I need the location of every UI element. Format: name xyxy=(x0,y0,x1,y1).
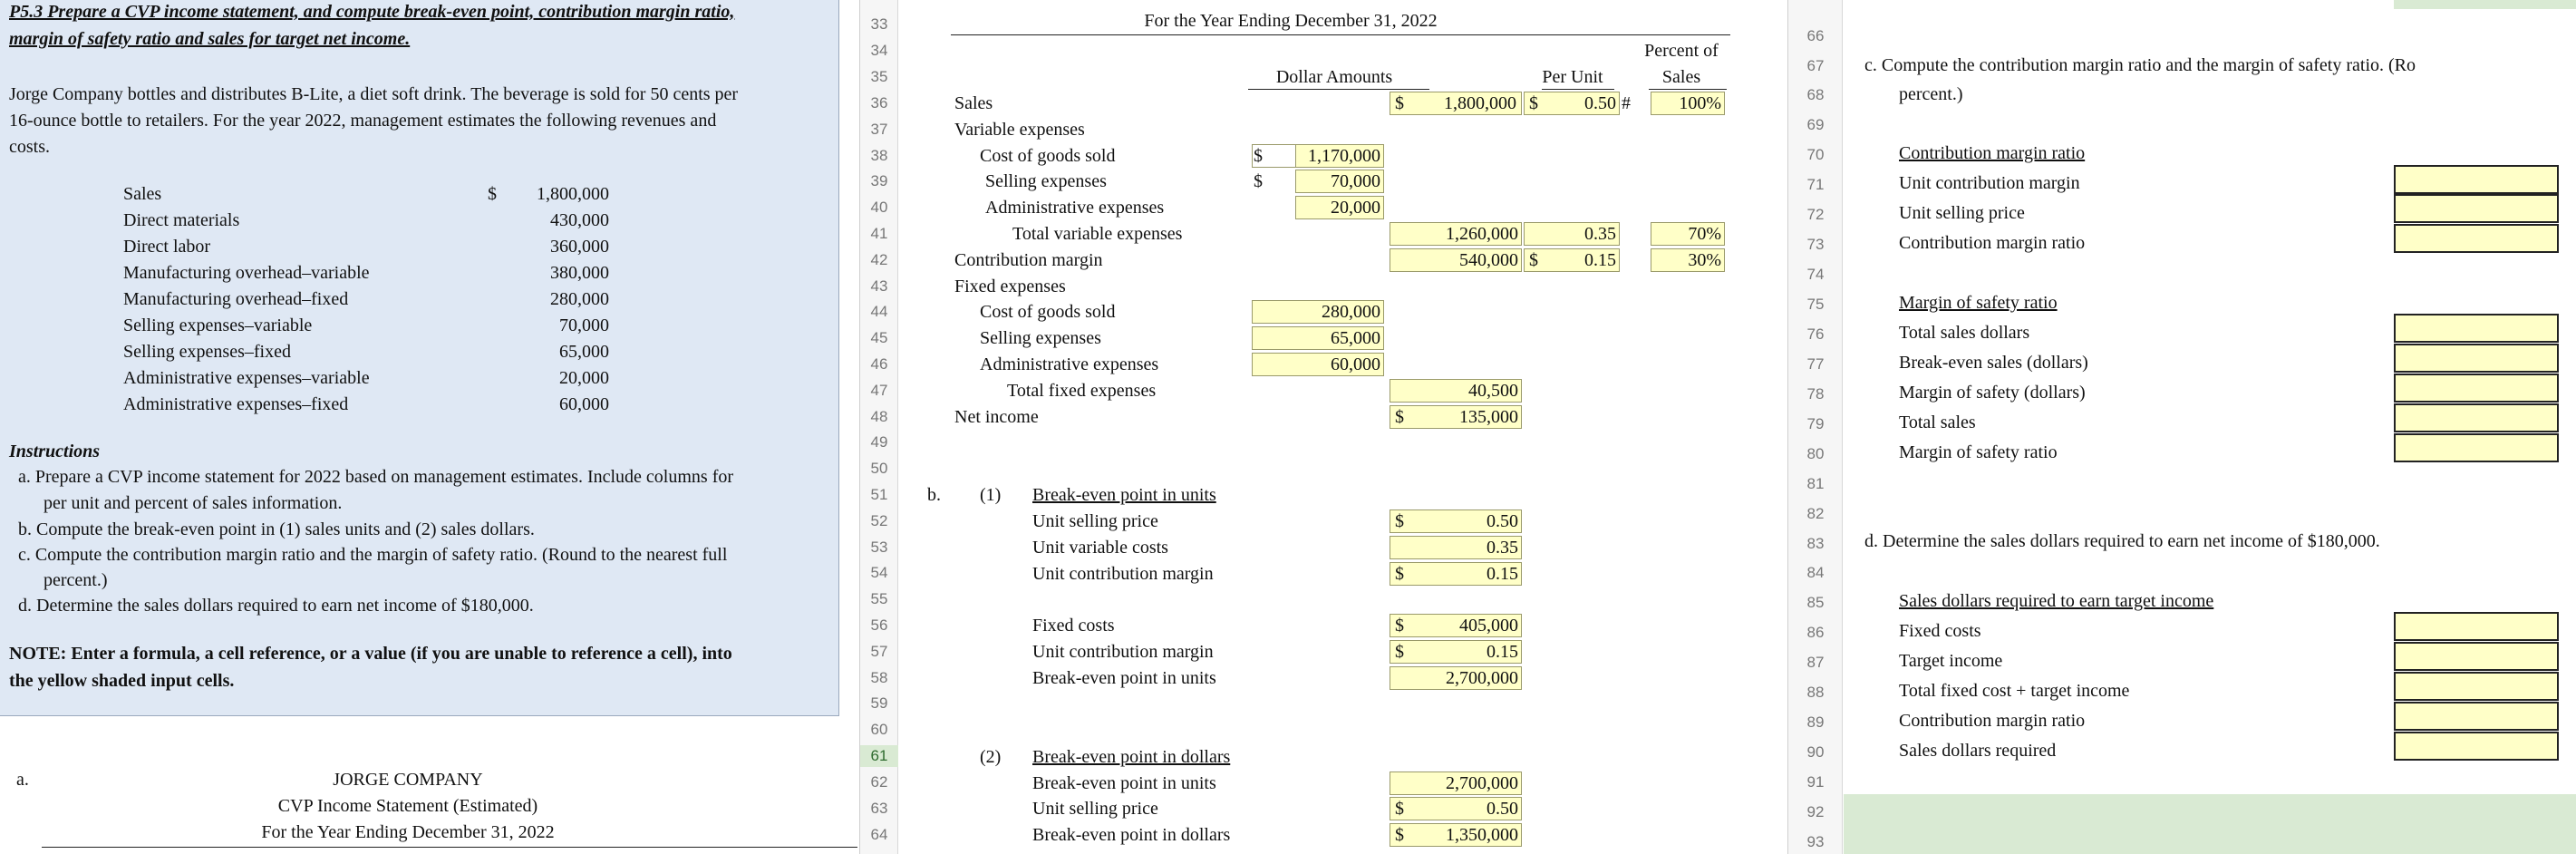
dollar-sign: $ xyxy=(1395,642,1404,662)
row-number[interactable]: 92 xyxy=(1806,803,1825,820)
data-label: Sales xyxy=(123,184,162,204)
sd-total-input[interactable] xyxy=(2394,672,2559,701)
sd-cmr-input[interactable] xyxy=(2394,702,2559,731)
row-header-column xyxy=(1788,0,1843,854)
data-value: 360,000 xyxy=(550,237,609,257)
green-header-strip xyxy=(2394,0,2576,9)
msr-total-sales2-input[interactable] xyxy=(2394,403,2559,432)
total-variable-value: 1,260,000 xyxy=(1446,224,1518,244)
col-header-unit: Per Unit xyxy=(1542,67,1603,87)
col-underline-pct xyxy=(1649,89,1727,90)
instructions-heading: Instructions xyxy=(9,442,101,461)
header-underline xyxy=(42,847,857,848)
row-number[interactable]: 60 xyxy=(870,721,888,738)
instruction-d: d. Determine the sales dollars required to earn net income of $180,000. xyxy=(18,596,534,616)
uvc-label: Unit variable costs xyxy=(1032,538,1168,558)
instruction-a-line2: per unit and percent of sales information. xyxy=(44,493,343,513)
msr-bes-label: Break-even sales (dollars) xyxy=(1899,353,2088,373)
sd-heading: Sales dollars required to earn target income xyxy=(1899,591,2214,611)
problem-pane xyxy=(0,0,859,854)
total-fixed-value: 40,500 xyxy=(1468,381,1518,401)
instruction-b: b. Compute the break-even point in (1) sales units and (2) sales dollars. xyxy=(18,519,535,539)
row-number[interactable]: 50 xyxy=(870,460,888,477)
row-number[interactable]: 68 xyxy=(1806,86,1825,103)
data-value: 380,000 xyxy=(550,263,609,283)
sd-fc-label: Fixed costs xyxy=(1899,621,1981,641)
fixed-admin-label: Administrative expenses xyxy=(980,354,1159,374)
row-number[interactable]: 63 xyxy=(870,800,888,817)
data-label: Manufacturing overhead–fixed xyxy=(123,289,349,309)
row-number[interactable]: 38 xyxy=(870,147,888,164)
dollar-sign: $ xyxy=(1254,146,1263,166)
var-cogs-label: Cost of goods sold xyxy=(980,146,1116,166)
beu-heading: Break-even point in units xyxy=(1032,485,1216,505)
usp2-label: Unit selling price xyxy=(1032,799,1158,819)
row-number[interactable]: 44 xyxy=(870,303,888,320)
row-number[interactable]: 82 xyxy=(1806,505,1825,522)
note-line1: NOTE: Enter a formula, a cell reference, or a value (if you are unable to reference a cell), into xyxy=(9,644,732,664)
part-b1-label: (1) xyxy=(980,485,1002,505)
uvc-value: 0.35 xyxy=(1487,538,1518,558)
data-label: Manufacturing overhead–variable xyxy=(123,263,370,283)
sd-target-label: Target income xyxy=(1899,651,2003,671)
dollar-sign: $ xyxy=(1529,250,1538,270)
row-number[interactable]: 69 xyxy=(1806,116,1825,133)
contribution-margin-label: Contribution margin xyxy=(954,250,1103,270)
ucm-value: 0.15 xyxy=(1487,564,1518,584)
problem-title-line2: margin of safety ratio and sales for target net income. xyxy=(9,29,411,49)
row-number[interactable]: 51 xyxy=(870,486,888,503)
green-footer-area xyxy=(1844,794,2576,854)
usp2-value: 0.50 xyxy=(1487,799,1518,819)
part-b-label: b. xyxy=(927,485,941,505)
row-number[interactable]: 89 xyxy=(1806,713,1825,731)
row-number[interactable]: 77 xyxy=(1806,355,1825,373)
sd-cmr-label: Contribution margin ratio xyxy=(1899,711,2086,731)
part-b2-label: (2) xyxy=(980,747,1002,767)
fc-value: 405,000 xyxy=(1459,616,1518,636)
row-number[interactable]: 80 xyxy=(1806,445,1825,462)
sales-pct-value: 100% xyxy=(1679,93,1721,113)
fixed-cogs-value: 280,000 xyxy=(1322,302,1380,322)
usp-value: 0.50 xyxy=(1487,511,1518,531)
row-number[interactable]: 52 xyxy=(870,512,888,529)
dollar-sign: $ xyxy=(1395,407,1404,427)
overflow-hash: # xyxy=(1622,93,1631,113)
beu3-value: 2,700,000 xyxy=(1446,773,1518,793)
data-value: 70,000 xyxy=(559,315,609,335)
bed2-label: Break-even point in dollars xyxy=(1032,825,1231,845)
row-number[interactable]: 46 xyxy=(870,355,888,373)
row-number[interactable]: 86 xyxy=(1806,624,1825,641)
worksheet-pane[interactable] xyxy=(859,0,1787,854)
sd-required-label: Sales dollars required xyxy=(1899,741,2057,761)
row-number[interactable]: 83 xyxy=(1806,535,1825,552)
col-underline-unit xyxy=(1542,89,1614,90)
statement-title: CVP Income Statement (Estimated) xyxy=(277,796,538,816)
row-number[interactable]: 64 xyxy=(870,826,888,843)
sd-total-label: Total fixed cost + target income xyxy=(1899,681,2130,701)
usp-label: Unit selling price xyxy=(1032,511,1158,531)
row-number[interactable]: 58 xyxy=(870,669,888,686)
dollar-sign: $ xyxy=(1529,93,1538,113)
data-label: Selling expenses–fixed xyxy=(123,342,291,362)
row-number[interactable]: 76 xyxy=(1806,325,1825,343)
msr-mos-input[interactable] xyxy=(2394,374,2559,403)
row-number[interactable]: 43 xyxy=(870,277,888,295)
data-label: Selling expenses–variable xyxy=(123,315,313,335)
total-fixed-label: Total fixed expenses xyxy=(1007,381,1157,401)
data-value: 65,000 xyxy=(559,342,609,362)
row-number[interactable]: 59 xyxy=(870,694,888,712)
cmr-usp-input[interactable] xyxy=(2394,194,2559,223)
row-number[interactable]: 72 xyxy=(1806,206,1825,223)
sd-fc-input[interactable] xyxy=(2394,612,2559,641)
row-number[interactable]: 54 xyxy=(870,564,888,581)
cmr-ratio-input[interactable] xyxy=(2394,224,2559,253)
row-number[interactable]: 91 xyxy=(1806,773,1825,791)
fixed-admin-value: 60,000 xyxy=(1331,354,1380,374)
cm-value: 540,000 xyxy=(1459,250,1518,270)
beu2-value: 2,700,000 xyxy=(1446,668,1518,688)
row-number[interactable]: 55 xyxy=(870,590,888,607)
var-admin-label: Administrative expenses xyxy=(985,198,1165,218)
ucm2-value: 0.15 xyxy=(1487,642,1518,662)
ucm-label: Unit contribution margin xyxy=(1032,564,1214,584)
note-line2: the yellow shaded input cells. xyxy=(9,671,235,691)
var-selling-label: Selling expenses xyxy=(985,171,1107,191)
msr-total-sales2-label: Total sales xyxy=(1899,412,1976,432)
instruction-c-line2: percent.) xyxy=(44,570,108,590)
cm-unit-value: 0.15 xyxy=(1584,250,1616,270)
data-value: 60,000 xyxy=(559,394,609,414)
data-value: 280,000 xyxy=(550,289,609,309)
row-number[interactable]: 57 xyxy=(870,643,888,660)
row-number[interactable]: 40 xyxy=(870,199,888,216)
fc-label: Fixed costs xyxy=(1032,616,1115,636)
data-dollar: $ xyxy=(488,184,497,204)
fixed-expenses-label: Fixed expenses xyxy=(954,277,1066,296)
row-number[interactable]: 73 xyxy=(1806,236,1825,253)
cmr-ratio-label: Contribution margin ratio xyxy=(1899,233,2086,253)
row-number[interactable]: 45 xyxy=(870,329,888,346)
statement-period: For the Year Ending December 31, 2022 xyxy=(261,822,555,842)
dollar-sign: $ xyxy=(1395,799,1404,819)
row-number[interactable]: 37 xyxy=(870,121,888,138)
row-number[interactable]: 75 xyxy=(1806,296,1825,313)
ucm2-label: Unit contribution margin xyxy=(1032,642,1214,662)
row-number[interactable]: 78 xyxy=(1806,385,1825,403)
sales-unit-value: 0.50 xyxy=(1584,93,1616,113)
dollar-sign: $ xyxy=(1254,171,1263,191)
col-header-dollar: Dollar Amounts xyxy=(1275,67,1393,87)
row-number[interactable]: 47 xyxy=(870,382,888,399)
row-number[interactable]: 71 xyxy=(1806,176,1825,193)
msr-ratio-input[interactable] xyxy=(2394,433,2559,462)
row-number[interactable]: 87 xyxy=(1806,654,1825,671)
col-underline-dollar xyxy=(1248,89,1429,90)
dollar-sign: $ xyxy=(1395,511,1404,531)
period-underline xyxy=(951,34,1730,35)
sd-target-input[interactable] xyxy=(2394,642,2559,671)
sd-required-input[interactable] xyxy=(2394,732,2559,761)
row-number[interactable]: 49 xyxy=(870,433,888,451)
data-value: 1,800,000 xyxy=(537,184,609,204)
fixed-selling-value: 65,000 xyxy=(1331,328,1380,348)
net-income-value: 135,000 xyxy=(1459,407,1518,427)
row-number[interactable]: 66 xyxy=(1806,27,1825,44)
row-number[interactable]: 85 xyxy=(1806,594,1825,611)
msr-ratio-label: Margin of safety ratio xyxy=(1899,442,2058,462)
worksheet-period: For the Year Ending December 31, 2022 xyxy=(1144,11,1438,31)
variable-expenses-label: Variable expenses xyxy=(954,120,1085,140)
cm-pct-value: 30% xyxy=(1688,250,1721,270)
row-number[interactable]: 74 xyxy=(1806,266,1825,283)
msr-total-sales-input[interactable] xyxy=(2394,314,2559,343)
row-number[interactable]: 42 xyxy=(870,251,888,268)
var-admin-value: 20,000 xyxy=(1331,198,1380,218)
data-value: 20,000 xyxy=(559,368,609,388)
msr-mos-label: Margin of safety (dollars) xyxy=(1899,383,2086,403)
total-variable-label: Total variable expenses xyxy=(1012,224,1183,244)
tve-pct-value: 70% xyxy=(1688,224,1721,244)
row-number[interactable]: 41 xyxy=(870,225,888,242)
row-number[interactable]: 90 xyxy=(1806,743,1825,761)
data-label: Administrative expenses–fixed xyxy=(123,394,349,414)
row-header-column xyxy=(860,0,898,854)
intro-line1: Jorge Company bottles and distributes B-Lite, a diet soft drink. The beverage is sold for 50 cents per xyxy=(9,84,739,104)
row-number[interactable]: 35 xyxy=(870,68,888,85)
beu2-label: Break-even point in units xyxy=(1032,668,1216,688)
data-label: Administrative expenses–variable xyxy=(123,368,370,388)
problem-title-line1: P5.3 Prepare a CVP income statement, and compute break-even point, contribution margin ratio, xyxy=(9,2,735,22)
row-number[interactable]: 33 xyxy=(870,15,888,33)
row-number[interactable]: 88 xyxy=(1806,684,1825,701)
row-number[interactable]: 81 xyxy=(1806,475,1825,492)
tve-unit-value: 0.35 xyxy=(1584,224,1616,244)
row-number[interactable]: 53 xyxy=(870,539,888,556)
bed2-value: 1,350,000 xyxy=(1446,825,1518,845)
instruction-a-line1: a. Prepare a CVP income statement for 2022 based on management estimates. Include columns for xyxy=(18,467,734,487)
sales-value: 1,800,000 xyxy=(1444,93,1516,113)
cmr-usp-label: Unit selling price xyxy=(1899,203,2025,223)
parts-cd-pane[interactable] xyxy=(1787,0,2576,854)
msr-total-sales-label: Total sales dollars xyxy=(1899,323,2030,343)
col-header-pct1: Percent of xyxy=(1644,41,1719,61)
dollar-sign: $ xyxy=(1395,825,1404,845)
sales-label: Sales xyxy=(954,93,993,113)
beu3-label: Break-even point in units xyxy=(1032,773,1216,793)
instruction-c-line1: c. Compute the contribution margin ratio and the margin of safety ratio. (Round to the nearest full xyxy=(18,545,728,565)
row-number[interactable]: 67 xyxy=(1806,57,1825,74)
part-a-label: a. xyxy=(16,770,29,790)
var-selling-value: 70,000 xyxy=(1331,171,1380,191)
bed-heading: Break-even point in dollars xyxy=(1032,747,1231,767)
dollar-sign: $ xyxy=(1395,93,1404,113)
row-number[interactable]: 62 xyxy=(870,773,888,791)
part-d-text: d. Determine the sales dollars required to earn net income of $180,000. xyxy=(1864,531,2380,551)
company-name: JORGE COMPANY xyxy=(333,770,483,790)
msr-bes-input[interactable] xyxy=(2394,344,2559,373)
part-c-line1: c. Compute the contribution margin ratio and the margin of safety ratio. (Ro xyxy=(1864,55,2416,75)
intro-line2: 16-ounce bottle to retailers. For the year 2022, management estimates the following revenues and xyxy=(9,111,717,131)
row-number[interactable]: 70 xyxy=(1806,146,1825,163)
row-number[interactable]: 48 xyxy=(870,408,888,425)
net-income-label: Net income xyxy=(954,407,1039,427)
dollar-sign: $ xyxy=(1395,616,1404,636)
cmr-unit-cm-input[interactable] xyxy=(2394,165,2559,194)
fixed-cogs-label: Cost of goods sold xyxy=(980,302,1116,322)
intro-line3: costs. xyxy=(9,137,50,157)
row-number[interactable]: 39 xyxy=(870,172,888,189)
row-number[interactable]: 79 xyxy=(1806,415,1825,432)
data-label: Direct materials xyxy=(123,210,240,230)
dollar-sign: $ xyxy=(1395,564,1404,584)
data-label: Direct labor xyxy=(123,237,211,257)
col-header-pct2: Sales xyxy=(1661,67,1701,87)
cmr-unit-cm-label: Unit contribution margin xyxy=(1899,173,2080,193)
row-number[interactable]: 84 xyxy=(1806,564,1825,581)
data-value: 430,000 xyxy=(550,210,609,230)
row-number[interactable]: 34 xyxy=(870,42,888,59)
row-number-selected[interactable]: 61 xyxy=(860,745,898,767)
part-c-line2: percent.) xyxy=(1899,84,1963,104)
row-number[interactable]: 56 xyxy=(870,616,888,634)
row-number[interactable]: 93 xyxy=(1806,833,1825,850)
fixed-selling-label: Selling expenses xyxy=(980,328,1101,348)
msr-heading: Margin of safety ratio xyxy=(1899,293,2058,313)
row-number[interactable]: 36 xyxy=(870,94,888,112)
var-cogs-value: 1,170,000 xyxy=(1308,146,1380,166)
cmr-heading: Contribution margin ratio xyxy=(1899,143,2086,163)
